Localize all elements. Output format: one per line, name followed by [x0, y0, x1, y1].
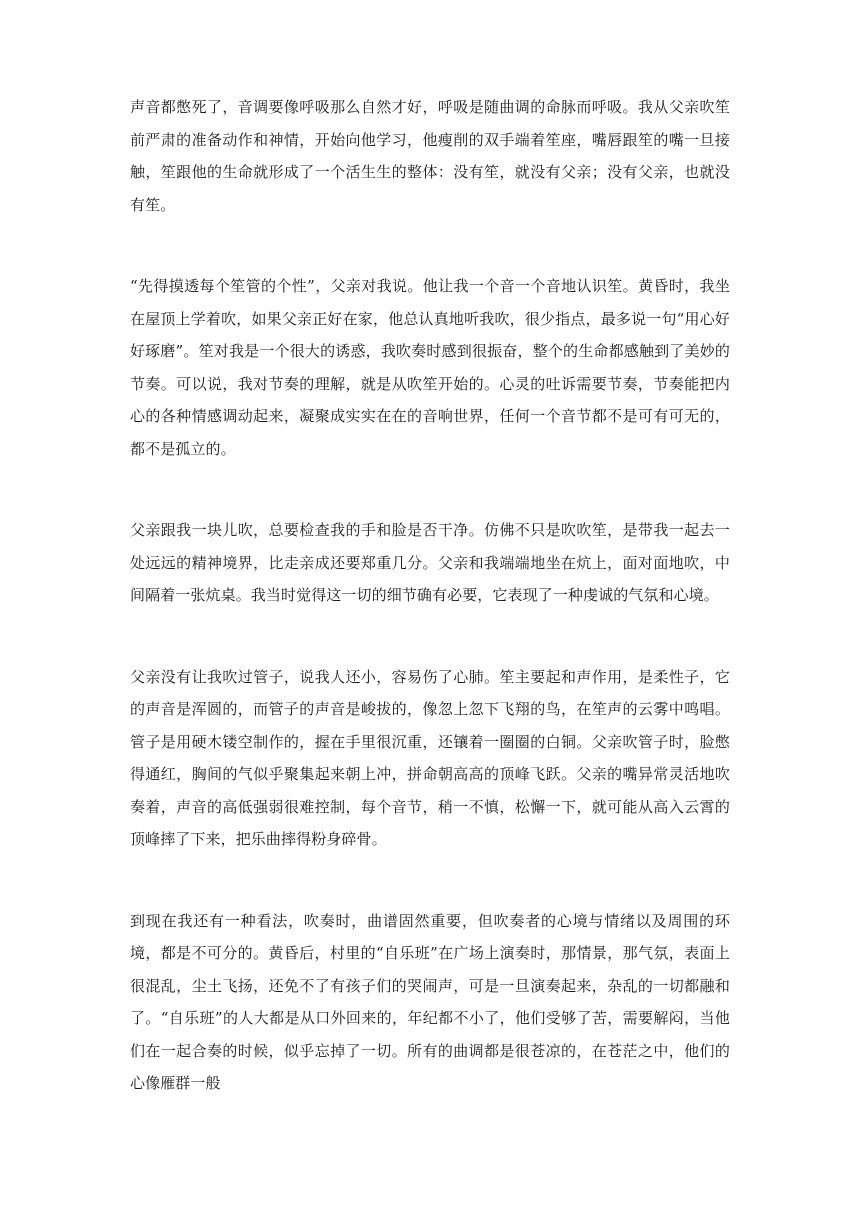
document-body: [130, 91, 730, 1149]
paragraph-2: “先得摸透每个笙管的个性”，父亲对我说。他让我一个音一个音地认识笙。黄昏时，我坐在屋顶上学着吹，如果父亲正好在家，他总认真地听我吹，很少指点，最多说一句“用心好好琢磨”。笙对我是一个很大的诱惑，我吹奏时感到很振奋，整个的生命都感触到了美妙的节奏。可以说，我对节奏的理解，就是从吹笙开始的。心灵的吐诉需要节奏，节奏能把内心的各种情感调动起来，凝聚成实实在在的音响世界，任何一个音节都不是可有可无的，都不是孤立的。: [130, 277, 730, 458]
paragraph-3: 父亲跟我一块儿吹，总要检查我的手和脸是否干净。仿佛不只是吹吹笙，是带我一起去一处远远的精神境界，比走亲成还要郑重几分。父亲和我端端地坐在炕上，面对面地吹，中间隔着一张炕桌。我当时觉得这一切的细节确有必要，它表现了一种虔诚的气氛和心境。: [130, 521, 730, 604]
paragraph-4: 父亲没有让我吹过管子，说我人还小，容易伤了心肺。笙主要起和声作用，是柔性子，它的声音是浑圆的，而管子的声音是峻拔的，像忽上忽下飞翔的鸟，在笙声的云雾中鸣唱。管子是用硬木镂空制作的，握在手里很沉重，还镶着一圈圈的白铜。父亲吹管子时，脸憋得通红，胸间的气似乎聚集起来朝上冲，拼命朝高高的顶峰飞跃。父亲的嘴异常灵活地吹奏着，声音的高低强弱很难控制，每个音节，稍一不慎，松懈一下，就可能从高入云霄的顶峰摔了下来，把乐曲摔得粉身碎骨。: [130, 667, 730, 848]
paragraph-5: 到现在我还有一种看法，吹奏时，曲谱固然重要，但吹奏者的心境与情绪以及周围的环境，都是不可分的。黄昏后，村里的“自乐班”在广场上演奏时，那情景，那气氛，表面上很混乱，尘土飞扬，还免不了有孩子们的哭闹声，可是一旦演奏起来，杂乱的一切都融和了。“自乐班”的人大都是从口外回来的，年纪都不小了，他们受够了苦，需要解闷，当他们在一起合奏的时候，似乎忘掉了一切。所有的曲调都是很苍凉的，在苍茫之中，他们的心像雁群一般: [130, 911, 730, 1092]
paragraph-1: 声音都憋死了，音调要像呼吸那么自然才好，呼吸是随曲调的命脉而呼吸。我从父亲吹笙前严肃的准备动作和神情，开始向他学习，他瘦削的双手端着笙座，嘴唇跟笙的嘴一旦接触，笙跟他的生命就形成了一个活生生的整体：没有笙，就没有父亲；没有父亲，也就没有笙。: [130, 98, 730, 214]
